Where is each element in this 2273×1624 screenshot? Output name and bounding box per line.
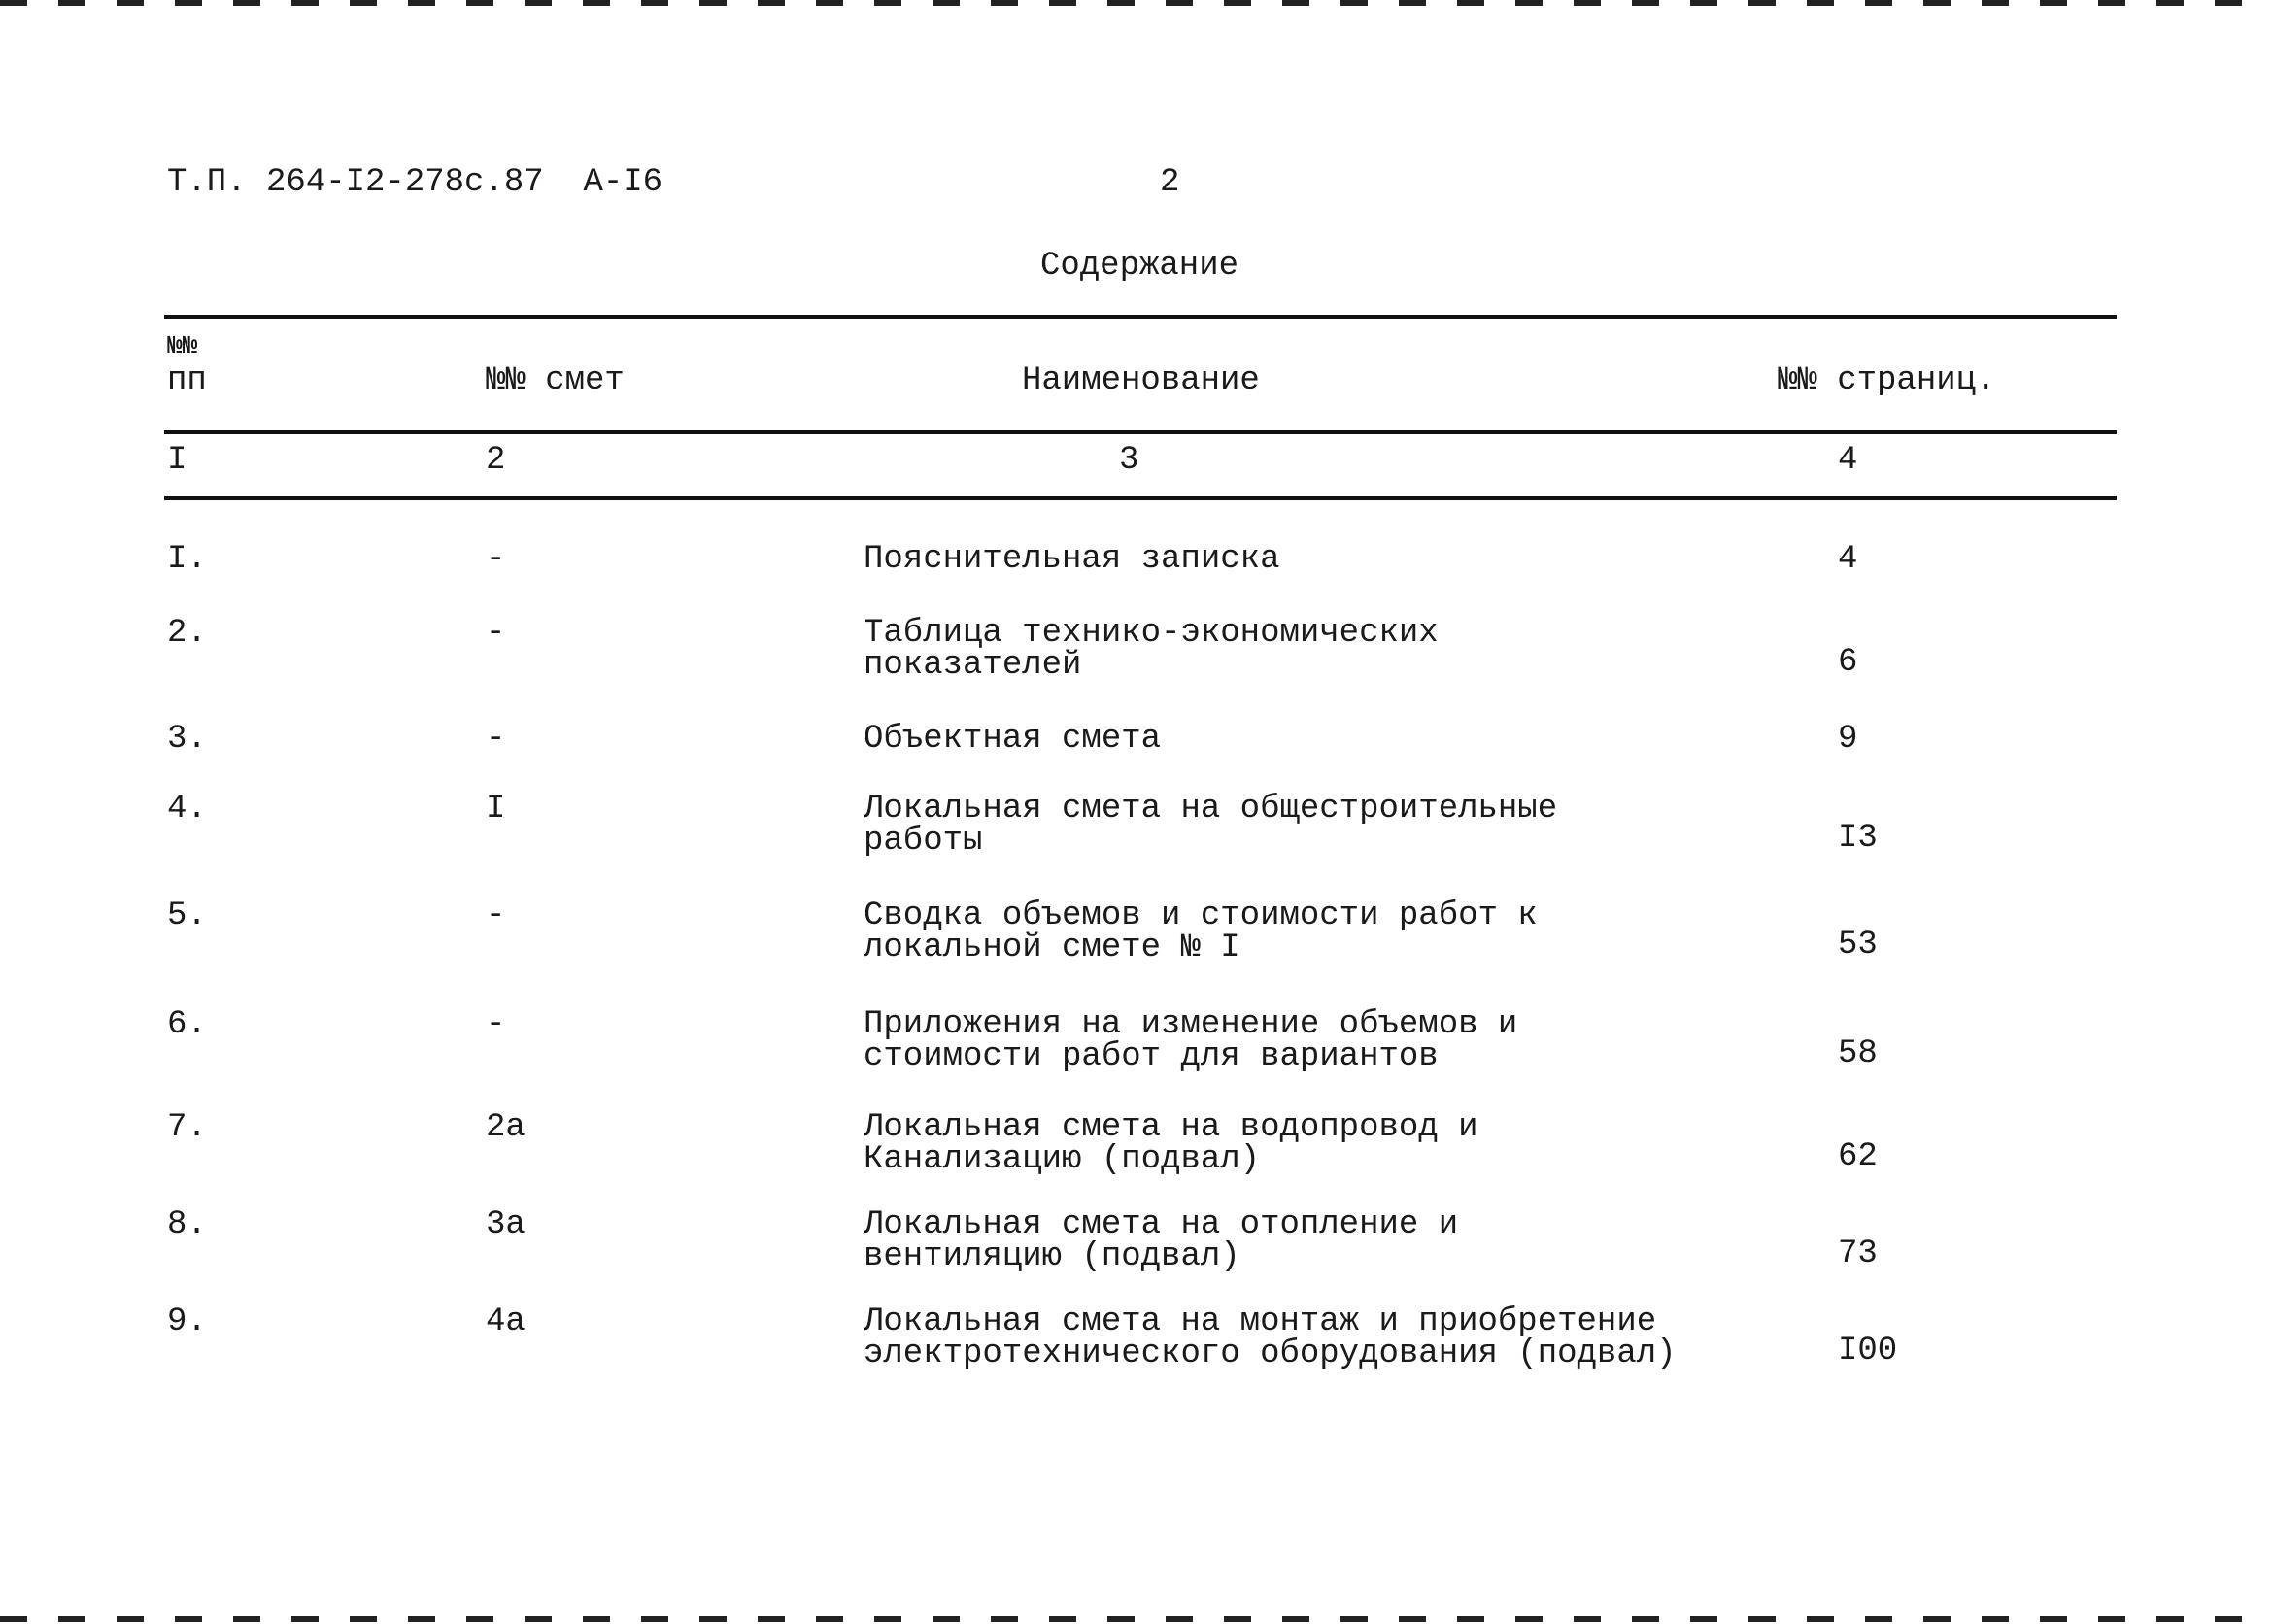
row-name-line: Канализацию (подвал): [864, 1141, 1261, 1178]
row-name-line: Локальная смета на общестроительные: [864, 791, 1558, 828]
col-number-1: I: [167, 442, 187, 479]
row-estimate: -: [486, 1006, 506, 1043]
row-page: 6: [1838, 644, 1858, 681]
row-name-line: Локальная смета на монтаж и приобретение: [864, 1303, 1657, 1340]
row-page: 4: [1838, 541, 1858, 578]
row-number: 2.: [167, 615, 207, 652]
row-name-line: Таблица технико-экономических: [864, 615, 1439, 652]
row-estimate: 2а: [486, 1109, 526, 1146]
row-name-line: Локальная смета на водопровод и: [864, 1109, 1478, 1146]
row-estimate: -: [486, 897, 506, 934]
col-header-name: Наименование: [1022, 362, 1260, 399]
col-number-3: 3: [1119, 442, 1139, 479]
row-name-line: электротехнического оборудования (подвал): [864, 1336, 1677, 1372]
page-title: Содержание: [1039, 248, 1239, 285]
scan-edge-top: [0, 0, 2273, 6]
col-header-num-line2: пп: [167, 362, 207, 399]
row-name-line: стоимости работ для вариантов: [864, 1038, 1439, 1075]
page-number: 2: [1160, 164, 1180, 201]
row-estimate: 3а: [486, 1206, 526, 1243]
row-number: 7.: [167, 1109, 207, 1146]
col-number-4: 4: [1838, 442, 1858, 479]
header-rule: [164, 430, 2117, 434]
row-page: 62: [1838, 1138, 1878, 1175]
row-name-line: работы: [864, 823, 983, 860]
row-page: 9: [1838, 721, 1858, 758]
row-name-line: Пояснительная записка: [864, 541, 1280, 578]
column-numbers-rule: [164, 496, 2117, 500]
row-name-line: Приложения на изменение объемов и: [864, 1006, 1518, 1043]
row-name-line: Сводка объемов и стоимости работ к: [864, 897, 1538, 934]
scan-edge-bottom: [0, 1616, 2273, 1622]
row-name-line: Локальная смета на отопление и: [864, 1206, 1459, 1243]
document-code: Т.П. 264-I2-278с.87 А-I6: [167, 164, 663, 201]
col-number-2: 2: [486, 442, 506, 479]
row-number: 4.: [167, 791, 207, 828]
row-name-line: показателей: [864, 647, 1082, 684]
row-estimate: -: [486, 615, 506, 652]
row-estimate: -: [486, 541, 506, 578]
row-name-line: Объектная смета: [864, 721, 1162, 758]
row-name-line: вентиляцию (подвал): [864, 1238, 1240, 1275]
row-page: 73: [1838, 1235, 1878, 1272]
col-header-num-line1: №№: [167, 331, 198, 360]
row-page: 58: [1838, 1035, 1878, 1072]
row-number: 9.: [167, 1303, 207, 1340]
row-estimate: -: [486, 721, 506, 758]
row-name-line: локальной смете № I: [864, 930, 1240, 966]
row-estimate: 4а: [486, 1303, 526, 1340]
row-page: I00: [1838, 1333, 1898, 1370]
row-page: I3: [1838, 820, 1878, 857]
table-top-rule: [164, 315, 2117, 319]
row-number: 8.: [167, 1206, 207, 1243]
row-number: 6.: [167, 1006, 207, 1043]
row-number: 5.: [167, 897, 207, 934]
col-header-pages: №№ страниц.: [1778, 362, 1996, 399]
col-header-estimate: №№ смет: [486, 362, 625, 399]
row-number: 3.: [167, 721, 207, 758]
row-page: 53: [1838, 927, 1878, 964]
row-estimate: I: [486, 791, 506, 828]
row-number: I.: [167, 541, 207, 578]
